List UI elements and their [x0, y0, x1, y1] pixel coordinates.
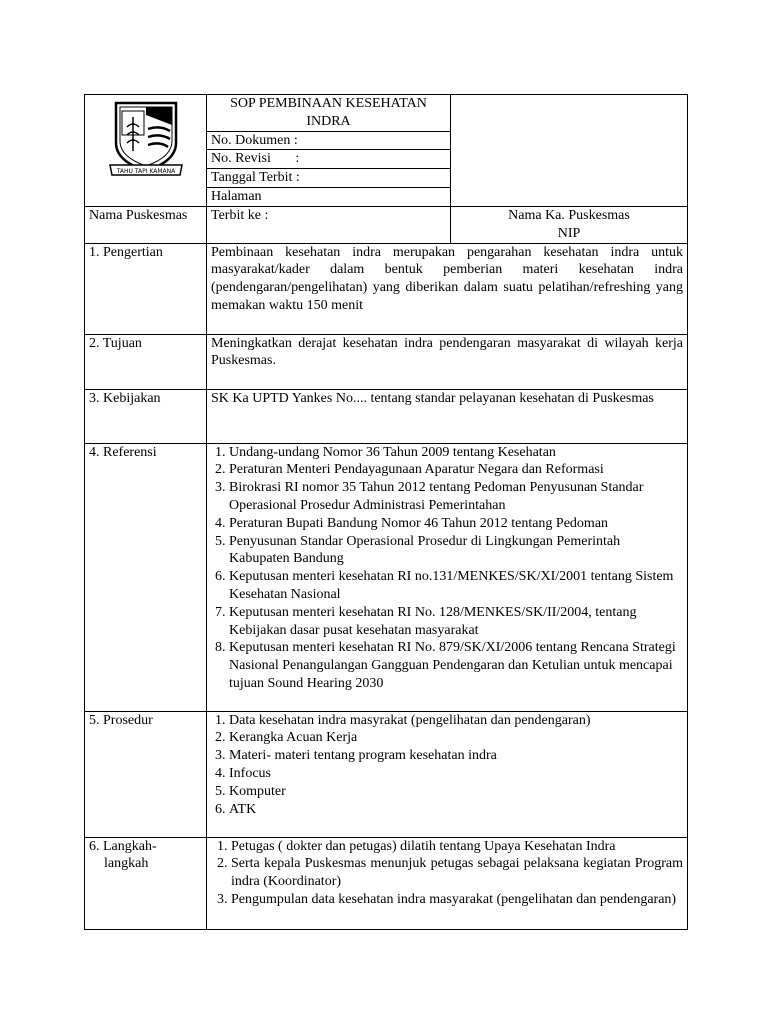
pengertian-label: 1. Pengertian — [85, 243, 207, 334]
pengertian-text: Pembinaan kesehatan indra merupakan pengarahan kesehatan indra untuk masyarakat/kader dalam bentuk pemberian materi kesehatan indra (pendengaran/pengelihatan) yang diberikan dalam suatu pelatihan/refreshing yang memakan waktu 150 menit — [207, 243, 688, 334]
nama-ka-puskesmas: Nama Ka. Puskesmas — [508, 207, 630, 223]
kebijakan-label: 3. Kebijakan — [85, 389, 207, 443]
no-revisi: No. Revisi : — [207, 150, 451, 169]
list-item: 8. Keputusan menteri kesehatan RI No. 879/SK/XI/2006 tentang Rencana Strategi Nasional Penangulangan Gangguan Pendengaran dan Ketulian untuk mencapai tujuan Sound Hearing 2030 — [229, 639, 683, 692]
tujuan-label: 2. Tujuan — [85, 334, 207, 389]
list-item: 3. Pengumpulan data kesehatan indra masyarakat (pengelihatan dan pendengaran) — [231, 891, 683, 909]
sop-table — [84, 94, 688, 930]
halaman: Halaman — [207, 187, 451, 206]
langkah-content — [207, 837, 688, 929]
sop-document — [84, 94, 687, 930]
referensi-content — [207, 443, 688, 711]
ka-puskesmas-cell — [451, 206, 688, 243]
list-item: 5. Komputer — [229, 783, 683, 801]
logo-cell — [85, 95, 207, 207]
sop-title-text: SOP PEMBINAAN KESEHATAN INDRA — [230, 96, 427, 129]
list-item: 4. Peraturan Bupati Bandung Nomor 46 Tahun 2012 tentang Pedoman — [229, 515, 683, 533]
tanggal-terbit: Tanggal Terbit : — [207, 169, 451, 188]
langkah-list — [211, 838, 683, 909]
list-item: 2. Serta kepala Puskesmas menunjuk petugas sebagai pelaksana kegiatan Program indra (Koordinator) — [231, 855, 683, 891]
prosedur-label: 5. Prosedur — [85, 711, 207, 837]
list-item: 1. Undang-undang Nomor 36 Tahun 2009 tentang Kesehatan — [229, 444, 683, 462]
langkah-label-line1: 6. Langkah- — [89, 838, 157, 854]
kabupaten-crest-logo — [104, 95, 188, 181]
list-item: 1. Data kesehatan indra masyrakat (pengelihatan dan pendengaran) — [229, 712, 683, 730]
list-item: 2. Peraturan Menteri Pendayagunaan Aparatur Negara dan Reformasi — [229, 461, 683, 479]
langkah-label — [85, 837, 207, 929]
nama-puskesmas-label: Nama Puskesmas — [85, 206, 207, 243]
nip-label: NIP — [557, 225, 581, 241]
sop-title — [207, 95, 451, 132]
list-item: 3. Birokrasi RI nomor 35 Tahun 2012 tentang Pedoman Penyusunan Standar Operasional Prosedur Administrasi Pemerintahan — [229, 479, 683, 515]
referensi-list — [211, 444, 683, 693]
header-blank-cell — [451, 95, 688, 207]
langkah-label-line2: langkah — [104, 856, 149, 872]
prosedur-content — [207, 711, 688, 837]
kebijakan-text: SK Ka UPTD Yankes No.... tentang standar pelayanan kesehatan di Puskesmas — [207, 389, 688, 443]
no-dokumen: No. Dokumen : — [207, 131, 451, 150]
list-item: 3. Materi- materi tentang program kesehatan indra — [229, 747, 683, 765]
list-item: 5. Penyusunan Standar Operasional Prosedur di Lingkungan Pemerintah Kabupaten Bandung — [229, 533, 683, 569]
prosedur-list — [211, 712, 683, 819]
logo-text: TAHU TAPI KAMANA — [116, 168, 175, 175]
list-item: 1. Petugas ( dokter dan petugas) dilatih tentang Upaya Kesehatan Indra — [231, 838, 683, 856]
list-item: 6. Keputusan menteri kesehatan RI no.131/MENKES/SK/XI/2001 tentang Sistem Kesehatan Nasional — [229, 568, 683, 604]
list-item: 7. Keputusan menteri kesehatan RI No. 128/MENKES/SK/II/2004, tentang Kebijakan dasar pusat kesehatan masyarakat — [229, 604, 683, 640]
list-item: 4. Infocus — [229, 765, 683, 783]
tujuan-text: Meningkatkan derajat kesehatan indra pendengaran masyarakat di wilayah kerja Puskesmas. — [207, 334, 688, 389]
terbit-ke: Terbit ke : — [207, 206, 451, 243]
list-item: 6. ATK — [229, 801, 683, 819]
list-item: 2. Kerangka Acuan Kerja — [229, 729, 683, 747]
referensi-label: 4. Referensi — [85, 443, 207, 711]
